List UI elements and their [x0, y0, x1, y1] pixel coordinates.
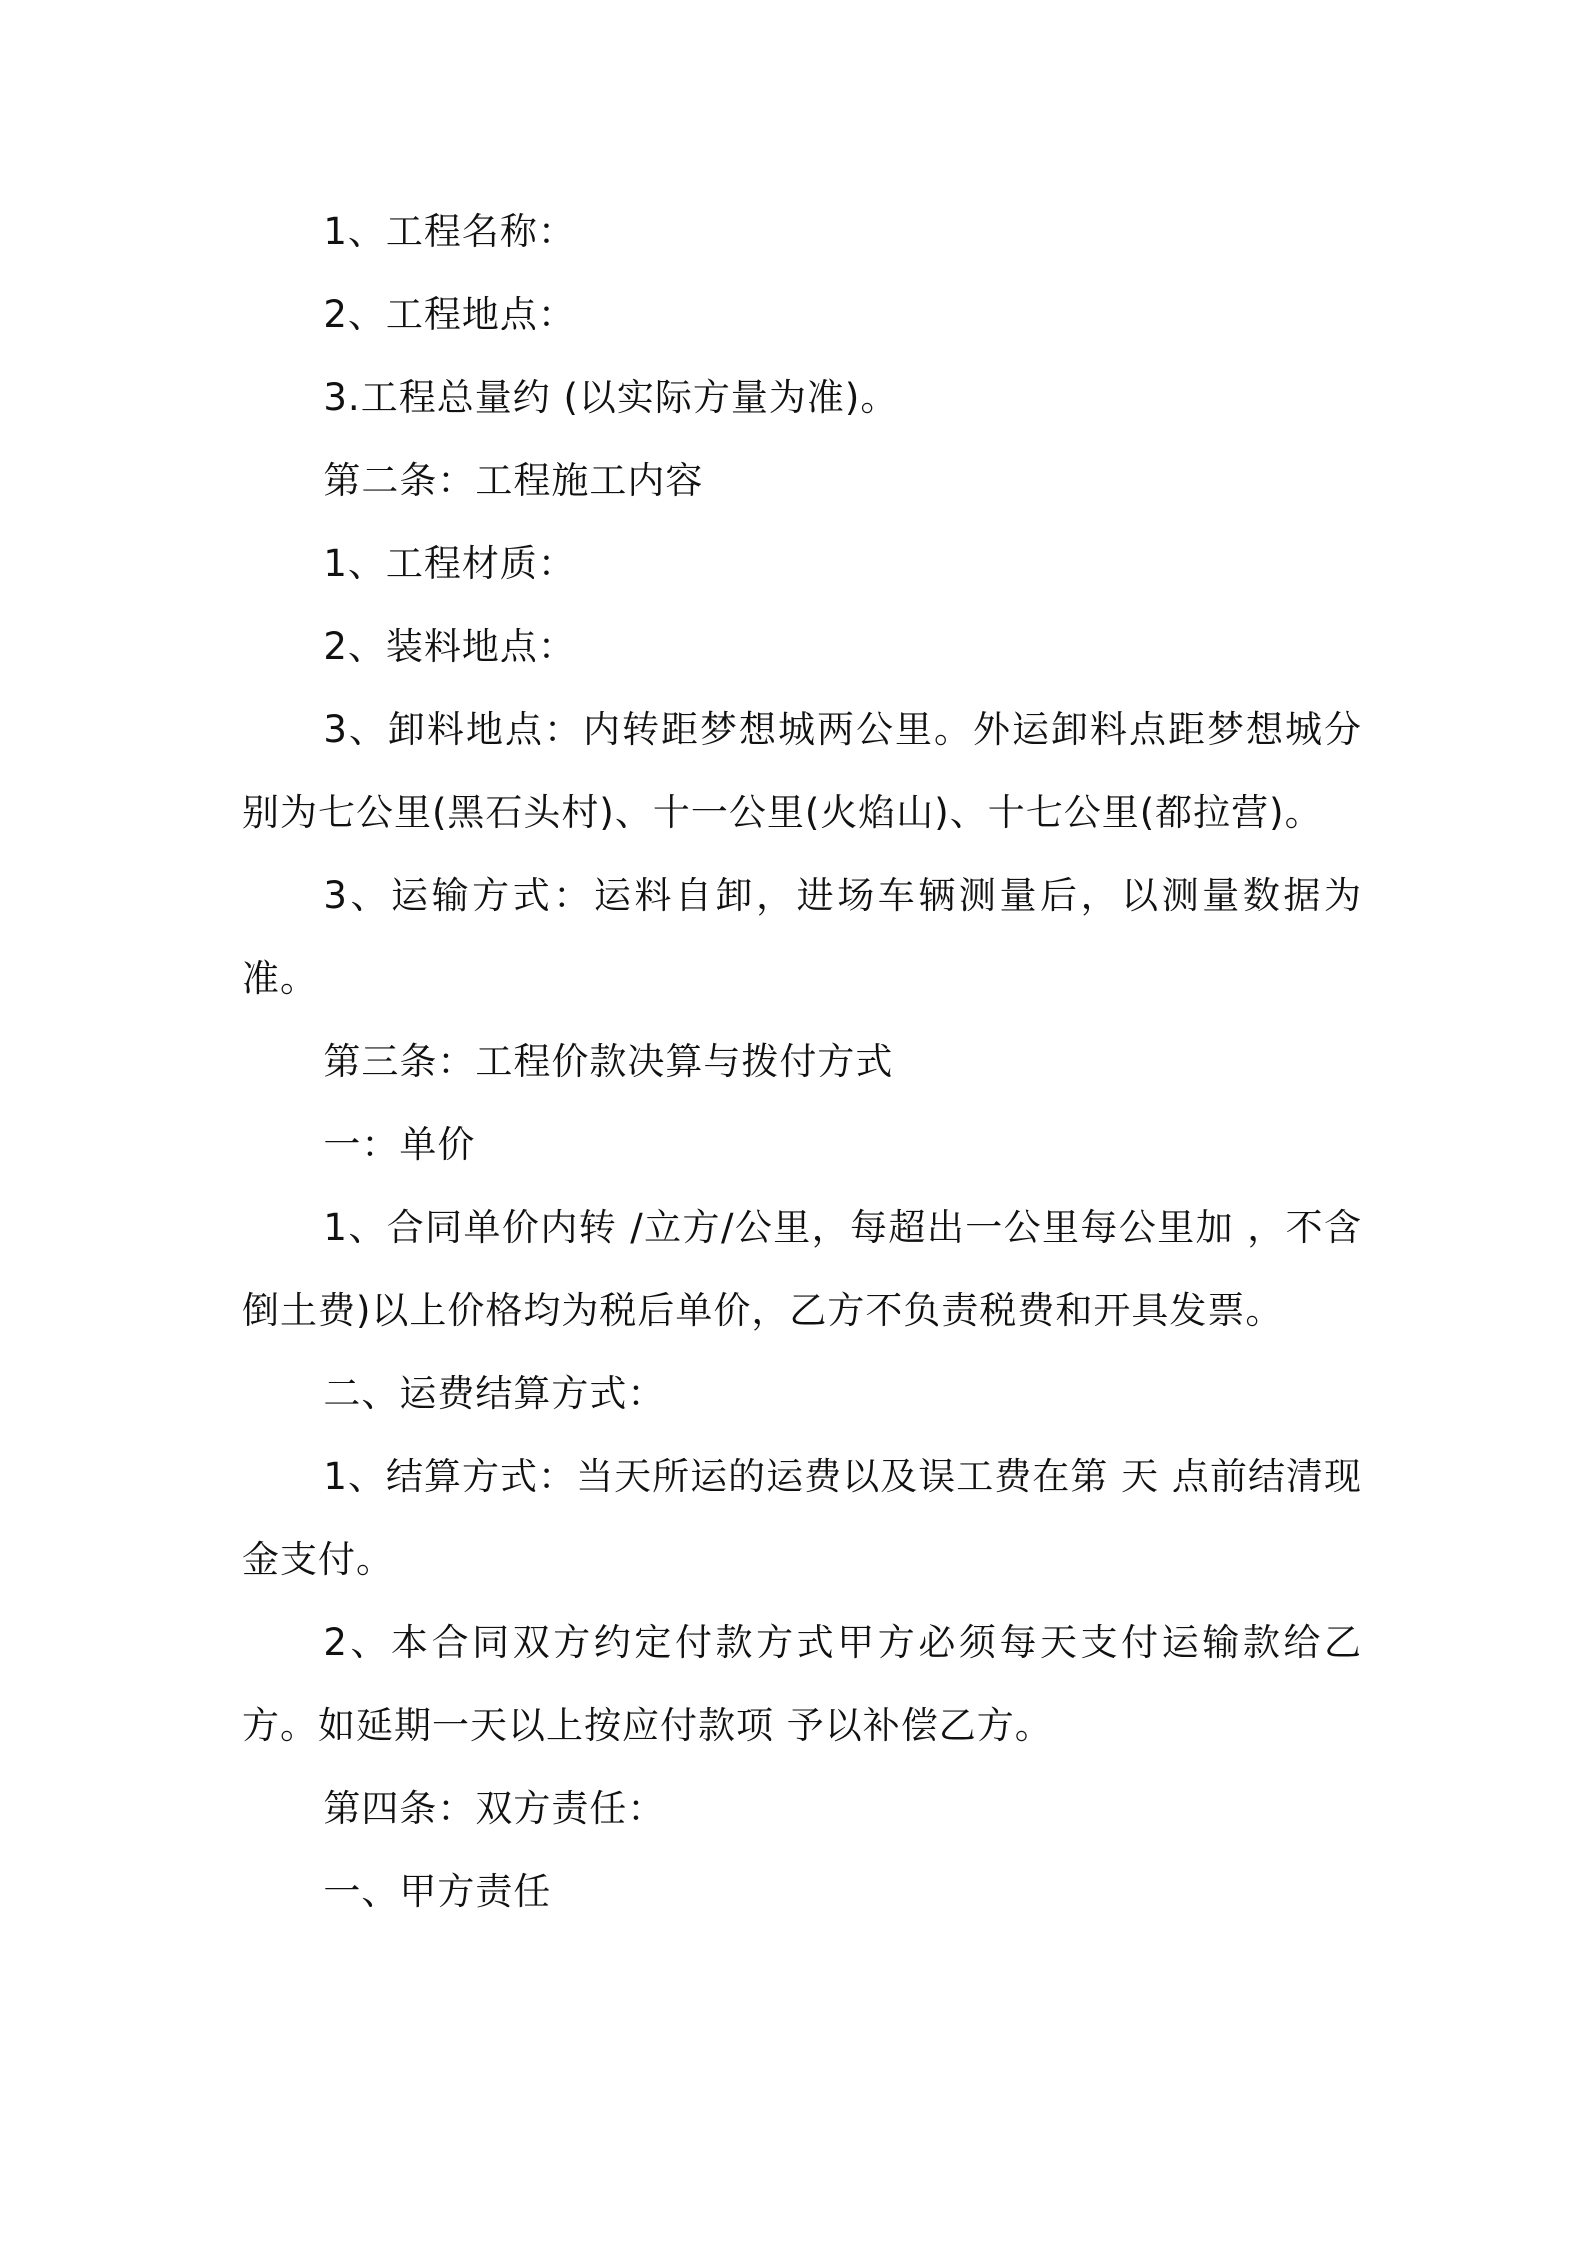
item-contract-unit-price: 1、合同单价内转 /立方/公里，每超出一公里每公里加 ，不含倒土费)以上价格均为税后单价，乙方不负责税费和开具发票。	[242, 1206, 1362, 1332]
item-transport-method: 3、运输方式：运料自卸，进场车辆测量后，以测量数据为准。	[242, 874, 1362, 1000]
article-4-heading: 第四条：双方责任：	[323, 1787, 666, 1830]
item-project-volume: 3.工程总量约 (以实际方量为准)。	[323, 376, 899, 419]
document-body	[242, 190, 1362, 1933]
article-2-heading: 第二条：工程施工内容	[323, 459, 704, 502]
section-freight-settlement: 二、运费结算方式：	[323, 1372, 666, 1415]
item-settlement-method: 1、结算方式：当天所运的运费以及误工费在第 天 点前结清现金支付。	[242, 1455, 1362, 1581]
section-unit-price: 一：单价	[323, 1123, 476, 1166]
article-3-heading: 第三条：工程价款决算与拨付方式	[323, 1040, 894, 1083]
item-payment-terms: 2、本合同双方约定付款方式甲方必须每天支付运输款给乙方。如延期一天以上按应付款项 予以补偿乙方。	[242, 1621, 1362, 1747]
item-unloading-site: 3、卸料地点：内转距梦想城两公里。外运卸料点距梦想城分别为七公里(黑石头村)、十一公里(火焰山)、十七公里(都拉营)。	[242, 708, 1362, 834]
item-project-name: 1、工程名称：	[323, 210, 576, 253]
section-party-a-duties: 一、甲方责任	[323, 1870, 552, 1913]
item-material: 1、工程材质：	[323, 542, 576, 585]
item-loading-site: 2、装料地点：	[323, 625, 576, 668]
item-project-location: 2、工程地点：	[323, 293, 576, 336]
